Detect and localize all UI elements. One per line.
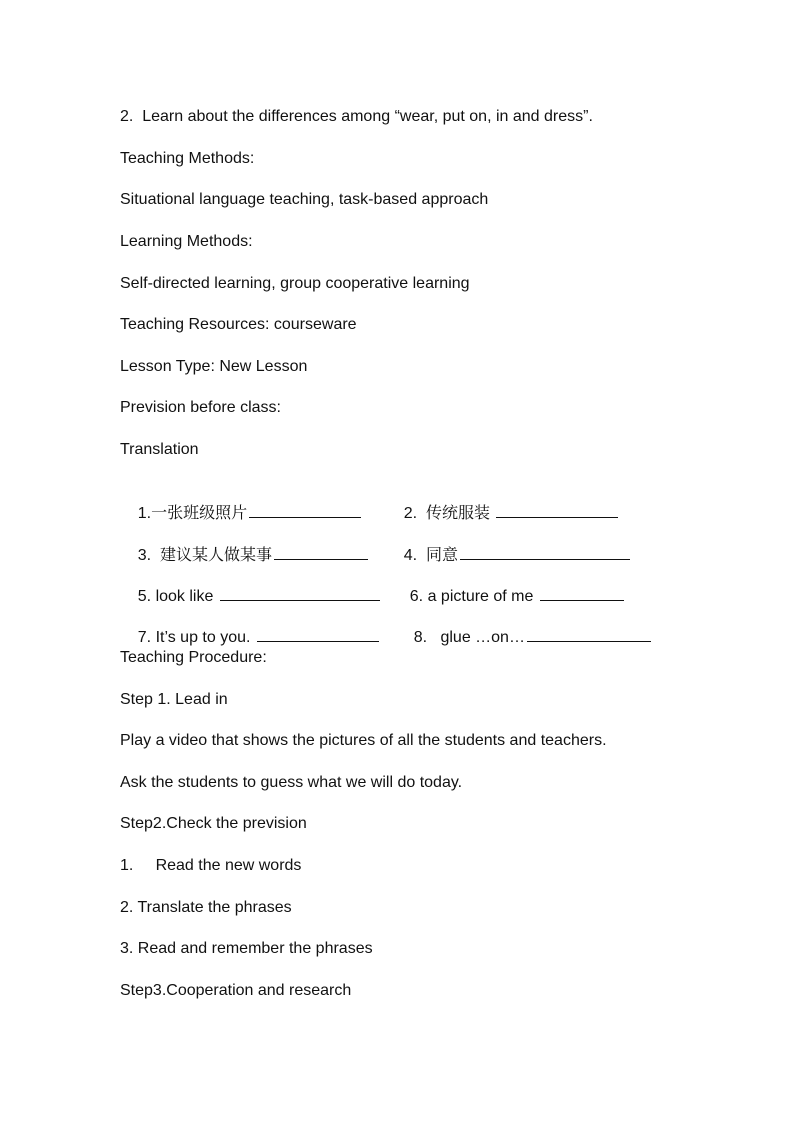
translation-item-2-text: 2. 传统服装 — [403, 505, 495, 522]
answer-blank — [496, 502, 618, 518]
answer-blank — [249, 502, 361, 518]
answer-blank — [460, 544, 630, 560]
prevision-heading: Prevision before class: — [120, 399, 281, 416]
step1-line-2: Ask the students to guess what we will do today. — [120, 774, 463, 791]
translation-heading: Translation — [120, 441, 199, 458]
translation-item-6-text: 6. a picture of me — [409, 588, 538, 605]
teaching-methods-heading: Teaching Methods: — [120, 150, 255, 167]
teaching-methods-text: Situational language teaching, task-based approach — [120, 191, 489, 208]
teaching-resources: Teaching Resources: courseware — [120, 316, 357, 333]
step3-heading: Step3.Cooperation and research — [120, 982, 352, 999]
step2-item-1: 1. Read the new words — [120, 857, 302, 874]
answer-blank — [540, 585, 624, 601]
step1-line-1: Play a video that shows the pictures of all the students and teachers. — [120, 732, 607, 749]
learning-methods-text: Self-directed learning, group cooperative learning — [120, 275, 470, 292]
step2-heading: Step2.Check the prevision — [120, 815, 307, 832]
lesson-type: Lesson Type: New Lesson — [120, 358, 308, 375]
answer-blank — [257, 626, 379, 642]
procedure-heading: Teaching Procedure: — [120, 649, 267, 666]
translation-item-4-text: 4. 同意 — [403, 547, 459, 564]
translation-item-8 — [396, 606, 651, 668]
answer-blank — [274, 544, 368, 560]
answer-blank — [220, 585, 380, 601]
answer-blank — [527, 626, 651, 642]
step2-item-3: 3. Read and remember the phrases — [120, 940, 373, 957]
learning-methods-heading: Learning Methods: — [120, 233, 253, 250]
translation-item-3-text: 3. 建议某人做某事 — [137, 547, 273, 564]
step2-item-2: 2. Translate the phrases — [120, 899, 292, 916]
translation-item-1-text: 1.一张班级照片 — [137, 505, 248, 522]
translation-item-7-text: 7. It’s up to you. — [137, 629, 255, 646]
translation-item-5-text: 5. look like — [137, 588, 218, 605]
objective-2: 2. Learn about the differences among “wear, put on, in and dress”. — [120, 108, 593, 125]
translation-item-8-text: 8. glue …on… — [413, 629, 525, 646]
step1-heading: Step 1. Lead in — [120, 691, 228, 708]
